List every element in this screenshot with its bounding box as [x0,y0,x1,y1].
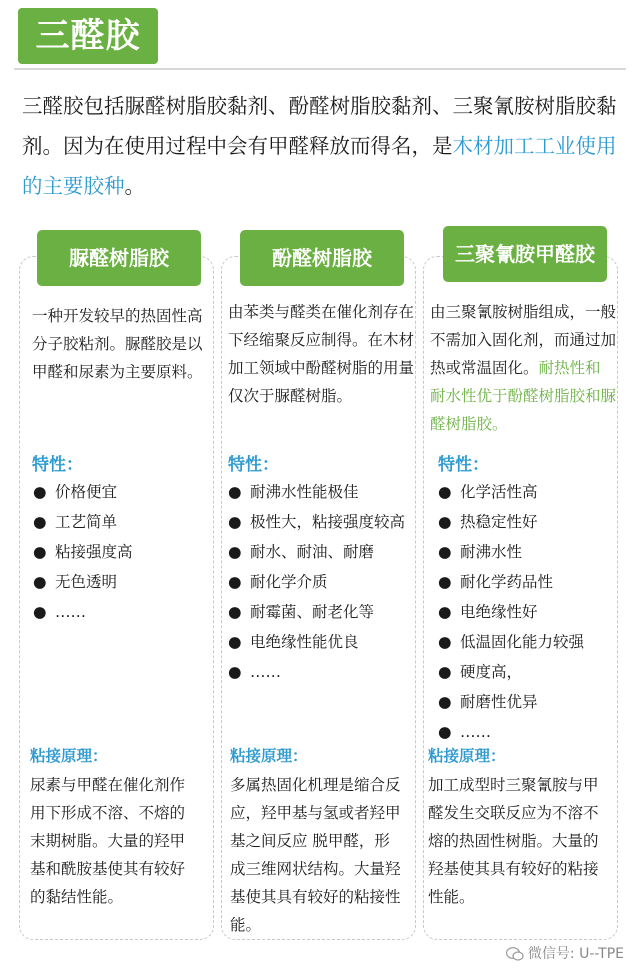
card-header-phenolic: 酚醛树脂胶 [240,230,404,286]
bullet-icon: ● [438,483,452,501]
feature-text: 耐化学介质 [250,573,328,591]
bullet-icon: ● [228,603,242,621]
bullet-icon: ● [33,513,47,531]
list-item [438,597,618,627]
title-divider [14,68,626,70]
list-item [438,507,618,537]
feature-text: 粘接强度高 [55,543,133,561]
intro-paragraph [22,86,622,206]
principle-text-phenolic: 多属热固化机理是缩合反应，羟甲基与氢或者羟甲基之间反应 脱甲醛，形成三维网状结构。大量羟基使其具有较好的粘接性能。 [230,776,401,934]
feature-text: 耐沸水性能极佳 [250,483,359,501]
feature-text: 电绝缘性好 [460,603,538,621]
bullet-icon: ● [438,663,452,681]
features-title-phenolic: 特性： [228,455,279,475]
features-list-phenolic [228,477,418,687]
desc-text: 由苯类与醛类在催化剂存在下经缩聚反应制得。在木材加工领域中酚醛树脂的用量仅次于脲醛树脂。 [228,303,415,405]
bullet-icon: ● [228,513,242,531]
feature-text: 耐沸水性 [460,543,523,561]
feature-text: 耐化学药品性 [460,573,554,591]
list-item [33,567,208,597]
features-title-urea: 特性： [32,455,83,475]
desc-text: 一种开发较早的热固性高分子胶粘剂。脲醛胶是以甲醛和尿素为主要原料。 [32,307,203,381]
bullet-icon: ● [228,663,242,681]
bullet-icon: ● [228,483,242,501]
feature-text: 极性大，粘接强度较高 [250,513,406,531]
list-item [33,537,208,567]
features-list-melamine [438,477,618,747]
list-item [438,687,618,717]
principle-text-urea: 尿素与甲醛在催化剂作用下形成不溶、不熔的末期树脂。大量的羟甲基和酰胺基使其有较好的黏结性能。 [30,776,186,906]
feature-text: 热稳定性好 [460,513,538,531]
bullet-icon: ● [228,633,242,651]
feature-text: 化学活性高 [460,483,538,501]
bullet-icon: ● [33,603,47,621]
list-item [33,507,208,537]
page-title: 三醛胶 [18,8,158,64]
feature-text: 硬度高， [460,663,523,681]
watermark-text: 微信号: U--TPE [527,946,624,962]
bullet-icon: ● [438,543,452,561]
list-item [33,597,208,627]
intro-end: 。 [124,174,145,198]
list-item [438,657,618,687]
feature-text: 工艺简单 [55,513,118,531]
list-item [228,477,418,507]
list-item [438,567,618,597]
principle-text-melamine: 加工成型时三聚氰胺与甲醛发生交联反应为不溶不熔的热固性树脂。大量的羟基使其具有较好的粘接性能。 [428,776,599,906]
feature-text: …… [460,723,491,741]
list-item [228,597,418,627]
intro-text: 三醛胶包括脲醛树脂胶黏剂、酚醛树脂胶黏剂、三聚氰胺树脂胶黏剂。因为在使用过程中会有甲醛释放而得名，是 [22,94,617,158]
bullet-icon: ● [33,573,47,591]
features-list-urea [33,477,208,627]
feature-text: 电绝缘性能优良 [250,633,359,651]
wechat-icon [506,947,524,961]
card-desc-melamine [430,298,616,438]
card-header-melamine: 三聚氰胺甲醛胶 [443,226,607,282]
list-item [438,537,618,567]
principle-title-melamine: 粘接原理： [428,747,506,765]
features-title-melamine: 特性： [438,455,489,475]
bullet-icon: ● [33,543,47,561]
bullet-icon: ● [438,603,452,621]
desc-text: 由三聚氰胺树脂组成，一般不需加入固化剂，而通过加热或常温固化。 [430,303,617,377]
feature-text: 价格便宜 [55,483,118,501]
principle-title-phenolic: 粘接原理： [230,747,308,765]
bullet-icon: ● [438,693,452,711]
list-item [228,507,418,537]
bullet-icon: ● [228,543,242,561]
card-desc-phenolic [228,298,414,410]
bullet-icon: ● [438,633,452,651]
feature-text: …… [250,663,281,681]
bullet-icon: ● [438,723,452,741]
feature-text: 耐磨性优异 [460,693,538,711]
bullet-icon: ● [438,573,452,591]
list-item [438,717,618,747]
bullet-icon: ● [228,573,242,591]
desc-highlight: 耐热性和耐水性优于酚醛树脂胶和脲醛树脂胶。 [430,359,617,433]
feature-text: 耐水、耐油、耐磨 [250,543,375,561]
feature-text: …… [55,603,86,621]
list-item [228,627,418,657]
card-desc-urea [32,302,204,386]
bullet-icon: ● [438,513,452,531]
watermark [506,943,624,963]
intro-highlight: 木材加工工业使用的主要胶种 [22,134,617,198]
list-item [228,567,418,597]
list-item [438,477,618,507]
list-item [228,537,418,567]
feature-text: 无色透明 [55,573,118,591]
bullet-icon: ● [33,483,47,501]
list-item [228,657,418,687]
feature-text: 耐霉菌、耐老化等 [250,603,375,621]
principle-title-urea: 粘接原理： [30,747,108,765]
feature-text: 低温固化能力较强 [460,633,585,651]
list-item [438,627,618,657]
title-bar [0,0,640,72]
card-header-urea: 脲醛树脂胶 [37,230,201,286]
list-item [33,477,208,507]
